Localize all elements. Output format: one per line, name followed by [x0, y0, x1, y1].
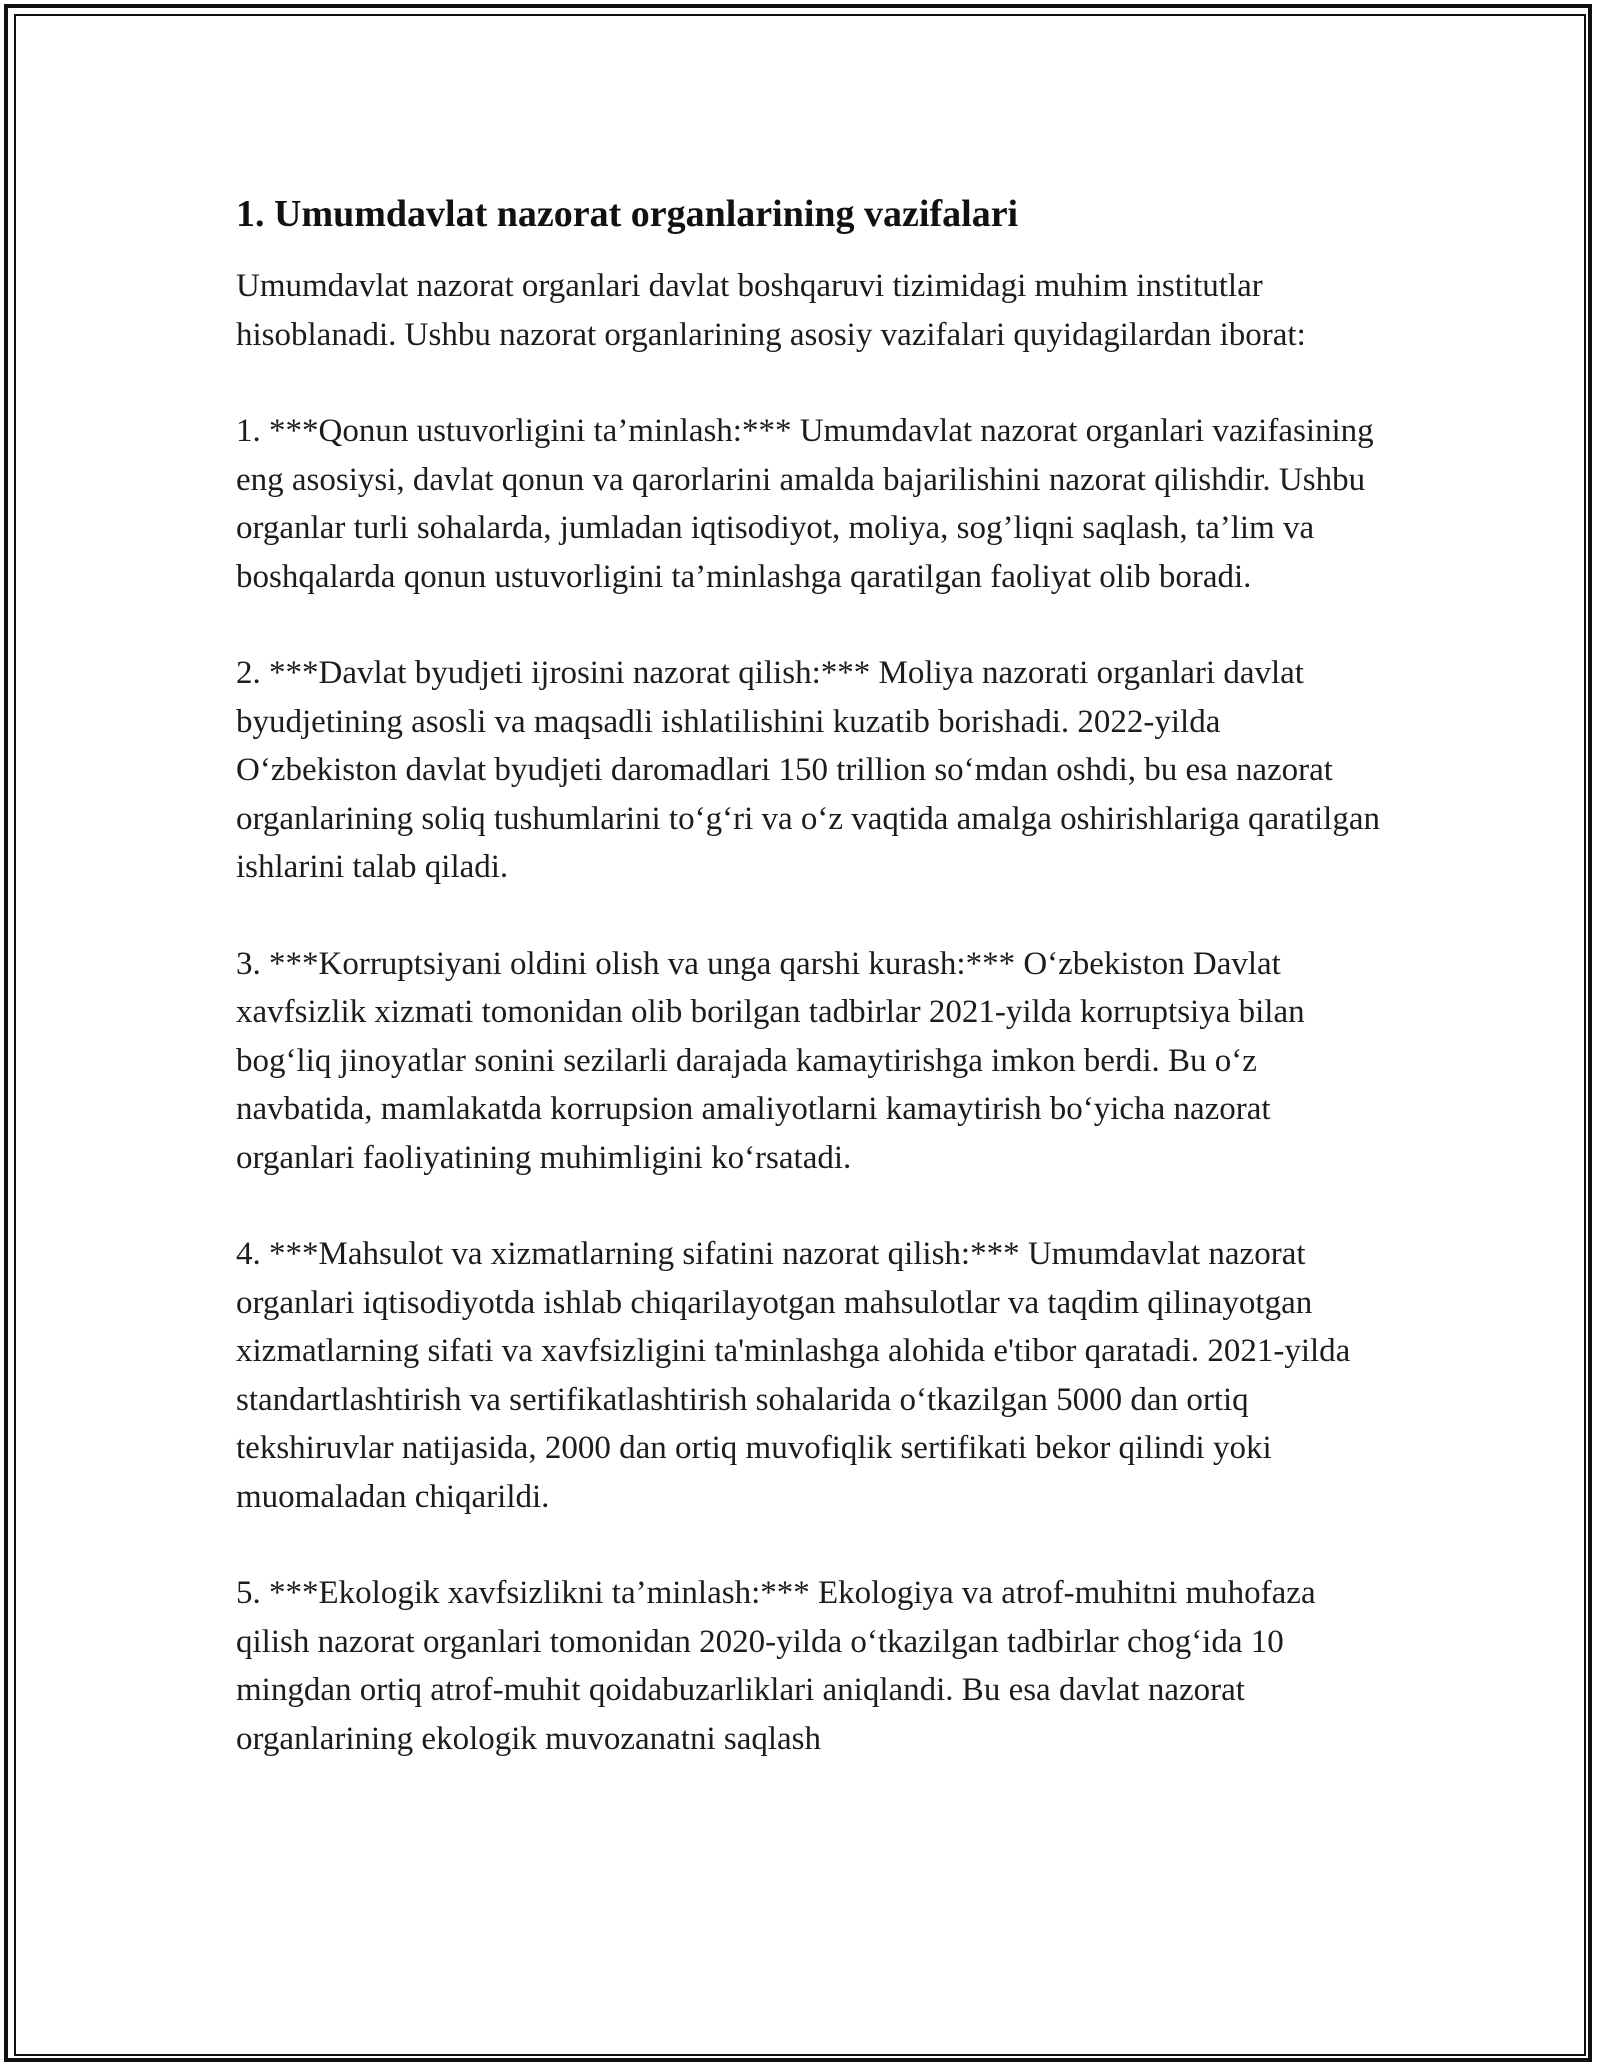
- list-item-1: 1. ***Qonun ustuvorligini ta’minlash:*** Umumdavlat nazorat organlari vazifasining eng asosiysi, davlat qonun va qarorlarini amalda bajarilishini nazorat qilishdir. Ushbu organlar turli sohalarda, jumladan iqtisodiyot, moliya, sog’liqni saqlash, ta’lim va boshqalarda qonun ustuvorligini ta’minlashga qaratilgan faoliyat olib boradi.: [236, 413, 1374, 595]
- list-item-5: 5. ***Ekologik xavfsizlikni ta’minlash:*** Ekologiya va atrof-muhitni muhofaza qilish nazorat organlari tomonidan 2020-yilda o‘tkazilgan tadbirlar chog‘ida 10 mingdan ortiq atrof-muhit qoidabuzarliklari aniqlandi. Bu esa davlat nazorat organlarining ekologik muvozanatni saqlash: [236, 1575, 1316, 1757]
- document-body: [236, 186, 1386, 1763]
- document-title: 1. Umumdavlat nazorat organlarining vazifalari: [236, 193, 1019, 235]
- list-item-3: 3. ***Korruptsiyani oldini olish va unga qarshi kurash:*** O‘zbekiston Davlat xavfsizlik xizmati tomonidan olib borilgan tadbirlar 2021-yilda korruptsiya bilan bog‘liq jinoyatlar sonini sezilarli darajada kamaytirishga imkon berdi. Bu o‘z navbatida, mamlakatda korrupsion amaliyotlarni kamaytirish bo‘yicha nazorat organlari faoliyatining muhimligini ko‘rsatadi.: [236, 945, 1305, 1176]
- list-item-2: 2. ***Davlat byudjeti ijrosini nazorat qilish:*** Moliya nazorati organlari davlat byudjetining asosli va maqsadli ishlatilishini kuzatib borishadi. 2022-yilda O‘zbekiston davlat byudjeti daromadlari 150 trillion so‘mdan oshdi, bu esa nazorat organlarining soliq tushumlarini to‘g‘ri va o‘z vaqtida amalga oshirishlariga qaratilgan ishlarini talab qiladi.: [236, 655, 1380, 885]
- intro-paragraph: Umumdavlat nazorat organlari davlat boshqaruvi tizimidagi muhim institutlar hisoblanadi. Ushbu nazorat organlarining asosiy vazifalari quyidagilardan iborat:: [236, 268, 1306, 353]
- list-item-4: 4. ***Mahsulot va xizmatlarning sifatini nazorat qilish:*** Umumdavlat nazorat organlari iqtisodiyotda ishlab chiqarilayotgan mahsulotlar va taqdim qilinayotgan xizmatlarning sifati va xavfsizligini ta'minlashga alohida e'tibor qaratadi. 2021-yilda standartlashtirish va sertifikatlashtirish sohalarida o‘tkazilgan 5000 dan ortiq tekshiruvlar natijasida, 2000 dan ortiq muvofiqlik sertifikati bekor qilindi yoki muomaladan chiqarildi.: [236, 1236, 1351, 1515]
